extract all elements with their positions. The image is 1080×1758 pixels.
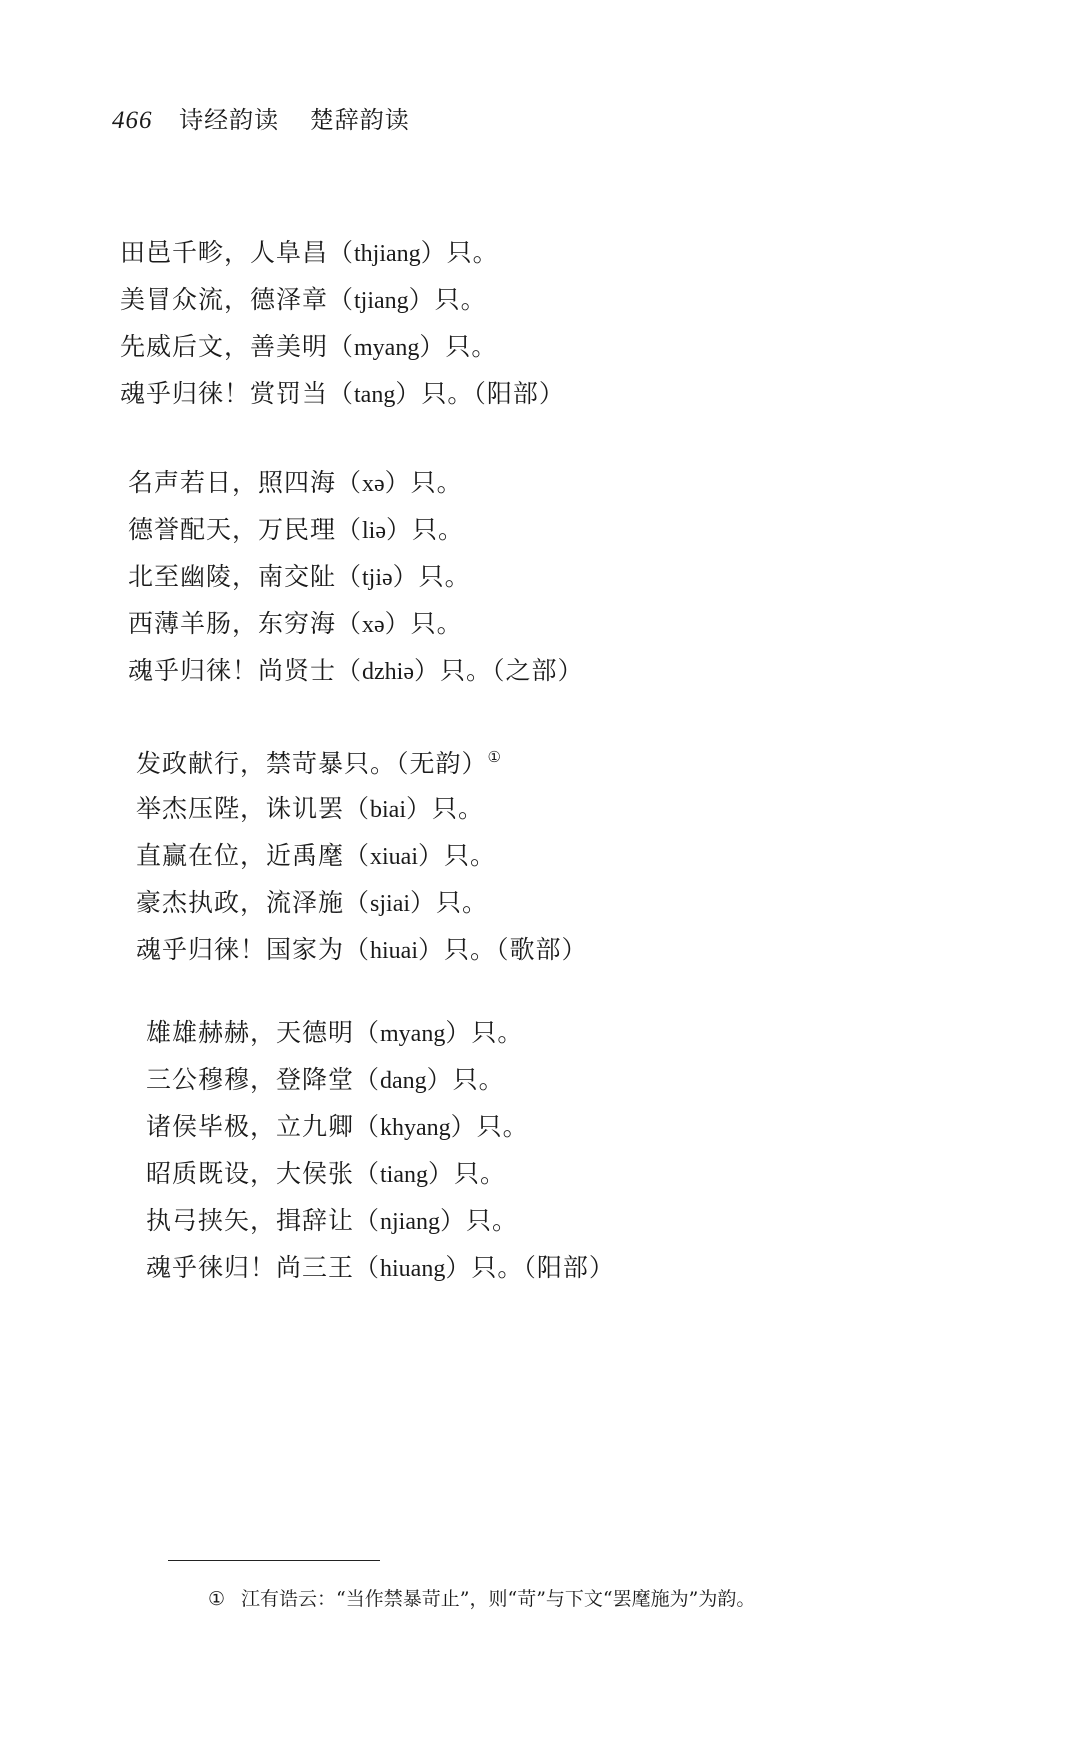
verse-line: 田邑千畛，人阜昌（thjiang）只。 [120,238,499,267]
verse-line: 西薄羊肠，东穷海（xə）只。 [128,609,463,638]
verse-line: 发政献行，禁苛暴只。（无韵）① [136,748,502,778]
book-title: 诗经韵读 [179,106,280,134]
verse-line: 昭质既设，大侯张（tiang）只。 [146,1159,507,1188]
footnote-ref: ① [487,748,502,766]
verse-line: 名声若日，照四海（xə）只。 [128,468,463,497]
verse-line: 魂乎徕归！尚三王（hiuang）只。（阳部） [146,1253,615,1282]
verse-line: 三公穆穆，登降堂（dang）只。 [146,1065,505,1094]
footnote-divider [168,1560,380,1561]
verse-line: 执弓挟矢，揖辞让（njiang）只。 [146,1206,519,1235]
verse-line: 豪杰执政，流泽施（sjiai）只。 [136,888,489,917]
stanza-4 [146,1010,615,1292]
stanza-2 [128,460,584,695]
verse-line: 德誉配天，万民理（liə）只。 [128,515,465,544]
verse-line: 魂乎归徕！赏罚当（tang）只。（阳部） [120,379,565,408]
verse-line: 魂乎归徕！国家为（hiuai）只。（歌部） [136,935,588,964]
verse-line: 诸侯毕极，立九卿（khyang）只。 [146,1112,529,1141]
verse-line: 直赢在位，近禹麾（xiuai）只。 [136,841,497,870]
page-number: 466 [112,107,153,134]
verse-line: 美冒众流，德泽章（tjiang）只。 [120,285,487,314]
footnote-text: 江有诰云：“当作禁暴苛止”，则“苛”与下文“罢麾施为”为韵。 [241,1588,756,1610]
running-header [112,100,410,135]
stanza-3 [136,735,588,974]
verse-line: 先威后文，善美明（myang）只。 [120,332,498,361]
footnote [208,1584,755,1611]
footnote-marker: ① [208,1588,226,1610]
verse-line: 举杰压陛，诛讥罢（biai）只。 [136,794,485,823]
section-title: 楚辞韵读 [309,106,410,134]
verse-line: 雄雄赫赫，天德明（myang）只。 [146,1018,524,1047]
verse-line: 魂乎归徕！尚贤士（dzhiə）只。（之部） [128,656,584,685]
stanza-1 [120,230,565,418]
verse-line: 北至幽陵，南交阯（tjiə）只。 [128,562,471,591]
